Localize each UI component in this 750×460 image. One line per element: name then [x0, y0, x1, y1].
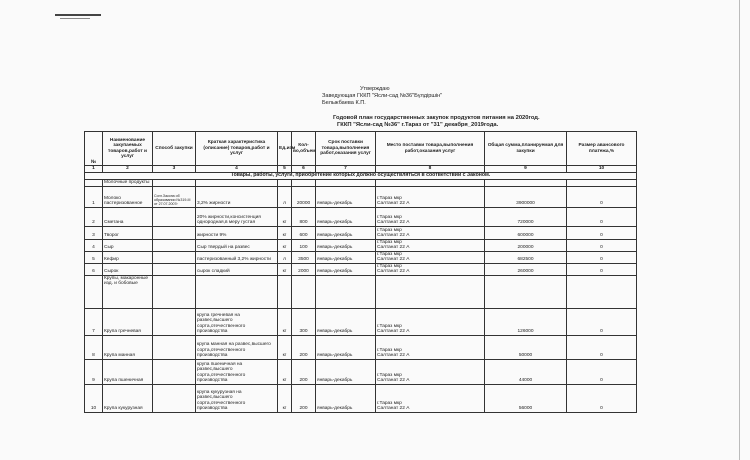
delivery-place: [376, 359, 485, 384]
delivery-place: [376, 275, 485, 308]
quantity: 600: [292, 226, 316, 239]
column-header: Место поставки товара,выполнения работ,оказания услуг: [376, 132, 485, 166]
column-header: Размер авансового платежа,%: [567, 132, 637, 166]
category-row: [85, 275, 637, 308]
advance-payment: 0: [567, 308, 637, 335]
procurement-method: [153, 335, 196, 359]
item-number: 2: [85, 207, 103, 226]
column-number: 2: [103, 166, 153, 173]
quantity: 3500: [292, 251, 316, 263]
item-description: 20% жирности,консистенция однородная,в меру густая: [196, 207, 278, 226]
scan-artifact-mark: [55, 14, 101, 16]
item-name: Сметана: [103, 207, 153, 226]
table-row: [85, 226, 637, 239]
item-description: крупа гречневая на развес,высшего сорта,отечественного производства: [196, 308, 278, 335]
total-sum: 720000: [485, 207, 567, 226]
procurement-method: [153, 263, 196, 275]
quantity: [292, 179, 316, 186]
item-description: пастеризованный 3,2% жирности: [196, 251, 278, 263]
advance-payment: 0: [567, 359, 637, 384]
delivery-place: [376, 384, 485, 412]
delivery-address: Салтанат 22 А: [377, 329, 410, 334]
total-sum: 126000: [485, 308, 567, 335]
table-row: [85, 251, 637, 263]
item-description: жирности 9%: [196, 226, 278, 239]
total-sum: 200000: [485, 239, 567, 251]
delivery-city: г.Тараз мкр: [377, 239, 402, 245]
delivery-term: январь-декабрь: [316, 384, 376, 412]
procurement-method: [153, 179, 196, 186]
column-header: Кол-во,объем: [292, 132, 316, 166]
delivery-place: [376, 335, 485, 359]
quantity: [292, 275, 316, 308]
column-number: 7: [316, 166, 376, 173]
column-header: Способ закупки: [153, 132, 196, 166]
unit-of-measure: кг: [278, 263, 292, 275]
item-number: 1: [85, 186, 103, 207]
delivery-term: январь-декабрь: [316, 335, 376, 359]
table-row: [85, 186, 637, 207]
delivery-place: [376, 186, 485, 207]
total-sum: 56000: [485, 384, 567, 412]
document-title: [333, 115, 540, 129]
total-sum: [485, 179, 567, 186]
table-row: [85, 207, 637, 226]
procurement-plan-table: [84, 131, 637, 413]
total-sum: 50000: [485, 335, 567, 359]
total-sum: 260000: [485, 263, 567, 275]
item-name: Кефир: [103, 251, 153, 263]
table-row: [85, 308, 637, 335]
delivery-term: январь-декабрь: [316, 207, 376, 226]
delivery-address: Салтанат 22 А: [377, 406, 410, 411]
column-number: 6: [292, 166, 316, 173]
delivery-term: январь-декабрь: [316, 359, 376, 384]
delivery-term: январь-декабрь: [316, 239, 376, 251]
delivery-city: г.Тараз мкр: [377, 251, 402, 257]
delivery-place: [376, 263, 485, 275]
item-description: крупа кукурузная на развес,высшего сорта,отечественного производства: [196, 384, 278, 412]
item-number: 7: [85, 308, 103, 335]
category-row: [85, 179, 637, 186]
unit-of-measure: кг: [278, 308, 292, 335]
delivery-city: г.Тараз мкр: [377, 263, 402, 269]
item-name: Крупа пшеничная: [103, 359, 153, 384]
unit-of-measure: кг: [278, 226, 292, 239]
total-sum: 682500: [485, 251, 567, 263]
item-number: [85, 179, 103, 186]
total-sum: 3900000: [485, 186, 567, 207]
table-row: [85, 263, 637, 275]
delivery-place: [376, 207, 485, 226]
delivery-address: Салтанат 22 А: [377, 201, 410, 206]
delivery-place: [376, 226, 485, 239]
advance-payment: 0: [567, 239, 637, 251]
delivery-address: Салтанат 22 А: [377, 257, 410, 262]
advance-payment: 0: [567, 335, 637, 359]
item-number: 3: [85, 226, 103, 239]
item-number: [85, 275, 103, 308]
procurement-table-area: [84, 131, 636, 460]
quantity: 800: [292, 207, 316, 226]
quantity: 2000: [292, 263, 316, 275]
unit-of-measure: кг: [278, 359, 292, 384]
advance-payment: [567, 275, 637, 308]
delivery-address: Салтанат 22 А: [377, 269, 410, 274]
advance-payment: 0: [567, 384, 637, 412]
item-name: Сыр: [103, 239, 153, 251]
item-name: Сырок: [103, 263, 153, 275]
item-number: 4: [85, 239, 103, 251]
unit-of-measure: кг: [278, 335, 292, 359]
unit-of-measure: кг: [278, 207, 292, 226]
item-name: Крупы, макаронные изд. и бобовые: [103, 275, 153, 308]
item-number: 10: [85, 384, 103, 412]
advance-payment: 0: [567, 186, 637, 207]
delivery-place: [376, 308, 485, 335]
item-number: 9: [85, 359, 103, 384]
delivery-city: г.Тараз мкр: [377, 372, 402, 378]
advance-payment: 0: [567, 263, 637, 275]
item-name: Крупа гречневая: [103, 308, 153, 335]
delivery-term: [316, 179, 376, 186]
total-sum: 44000: [485, 359, 567, 384]
column-number: 4: [196, 166, 278, 173]
item-description: 3,2% жирности: [196, 186, 278, 207]
column-header: Общая сумма,планируемая для закупки: [485, 132, 567, 166]
advance-payment: 0: [567, 251, 637, 263]
delivery-place: [376, 239, 485, 251]
item-name: Творог: [103, 226, 153, 239]
procurement-method: [153, 308, 196, 335]
table-row: [85, 384, 637, 412]
item-name: Крупа манная: [103, 335, 153, 359]
table-header-row: [85, 132, 637, 166]
unit-of-measure: кг: [278, 239, 292, 251]
quantity: 200: [292, 359, 316, 384]
delivery-term: [316, 275, 376, 308]
delivery-address: Салтанат 22 А: [377, 220, 410, 225]
quantity: 300: [292, 308, 316, 335]
procurement-method: Согл.Закона об образовании №319-III от 27.07.2007г: [153, 186, 196, 207]
delivery-city: г.Тараз мкр: [377, 195, 402, 201]
document-title-line2: ГККП "Ясли-сад №36" г.Тараз от "31" декабря_2019года.: [337, 122, 499, 129]
delivery-address: Салтанат 22 А: [377, 233, 410, 238]
column-number: 9: [485, 166, 567, 173]
procurement-method: [153, 207, 196, 226]
unit-of-measure: [278, 179, 292, 186]
unit-of-measure: л: [278, 186, 292, 207]
approval-position: Заведующая ГККП "Ясли-сад №36"Бүлдіршін": [322, 93, 443, 100]
approval-name: Бельжбаева К.П.: [322, 100, 366, 107]
delivery-address: Салтанат 22 А: [377, 353, 410, 358]
item-number: 6: [85, 263, 103, 275]
advance-payment: 0: [567, 226, 637, 239]
delivery-city: г.Тараз мкр: [377, 400, 402, 406]
advance-payment: 0: [567, 207, 637, 226]
table-row: [85, 359, 637, 384]
delivery-term: январь-декабрь: [316, 251, 376, 263]
item-description: Сыр твердый на развес: [196, 239, 278, 251]
column-header: Ед.изм: [278, 132, 292, 166]
column-header: Срок поставки товара,выполнения работ,оказания услуг: [316, 132, 376, 166]
approval-heading: Утверждаю: [360, 86, 390, 92]
unit-of-measure: л: [278, 251, 292, 263]
delivery-city: г.Тараз мкр: [377, 214, 402, 220]
delivery-term: январь-декабрь: [316, 308, 376, 335]
section-title: Товары, работы, услуги, приобретение которых должно осуществляться в соответствии с Законом.: [85, 172, 637, 179]
section-row: [85, 172, 637, 179]
scan-artifact-mark: [60, 18, 90, 19]
delivery-address: Салтанат 22 А: [377, 245, 410, 250]
item-name: Крупа кукурузная: [103, 384, 153, 412]
total-sum: [485, 275, 567, 308]
delivery-term: январь-декабрь: [316, 226, 376, 239]
delivery-city: г.Тараз мкр: [377, 347, 402, 353]
item-description: [196, 275, 278, 308]
delivery-city: г.Тараз мкр: [377, 227, 402, 233]
unit-of-measure: кг: [278, 384, 292, 412]
column-number: 10: [567, 166, 637, 173]
procurement-method: [153, 239, 196, 251]
procurement-method: [153, 275, 196, 308]
delivery-address: Салтанат 22 А: [377, 378, 410, 383]
item-description: крупа манная на развес,высшего сорта,отечественного производства: [196, 335, 278, 359]
item-name: Молочные продукты: [103, 179, 153, 186]
procurement-method: [153, 384, 196, 412]
delivery-place: [376, 251, 485, 263]
delivery-place: [376, 179, 485, 186]
unit-of-measure: [278, 275, 292, 308]
column-number: 8: [376, 166, 485, 173]
quantity: 200: [292, 335, 316, 359]
quantity: 200: [292, 384, 316, 412]
total-sum: 600000: [485, 226, 567, 239]
procurement-method: [153, 359, 196, 384]
item-description: сырок сладкий: [196, 263, 278, 275]
delivery-term: январь-декабрь: [316, 186, 376, 207]
table-row: [85, 335, 637, 359]
quantity: 100: [292, 239, 316, 251]
item-name: Молоко пастеризованное: [103, 186, 153, 207]
item-description: [196, 179, 278, 186]
item-number: 5: [85, 251, 103, 263]
delivery-city: г.Тараз мкр: [377, 323, 402, 329]
procurement-method: [153, 251, 196, 263]
column-header: №: [85, 132, 103, 166]
approval-block: [322, 86, 442, 108]
procurement-method: [153, 226, 196, 239]
table-row: [85, 239, 637, 251]
column-header: Наименование закупаемых товаров,работ и услуг: [103, 132, 153, 166]
column-number: 3: [153, 166, 196, 173]
column-number: 5: [278, 166, 292, 173]
advance-payment: [567, 179, 637, 186]
item-description: крупа пшеничная на развес,высшего сорта,отечественного производства: [196, 359, 278, 384]
quantity: 20000: [292, 186, 316, 207]
item-number: 8: [85, 335, 103, 359]
page-edge: [739, 0, 740, 460]
document-title-line1: Годовой план государственных закупок продуктов питания на 2020год.: [333, 115, 540, 121]
column-number: 1: [85, 166, 103, 173]
column-header: Краткая характеристика (описание) товаров,работ и услуг: [196, 132, 278, 166]
delivery-term: январь-декабрь: [316, 263, 376, 275]
